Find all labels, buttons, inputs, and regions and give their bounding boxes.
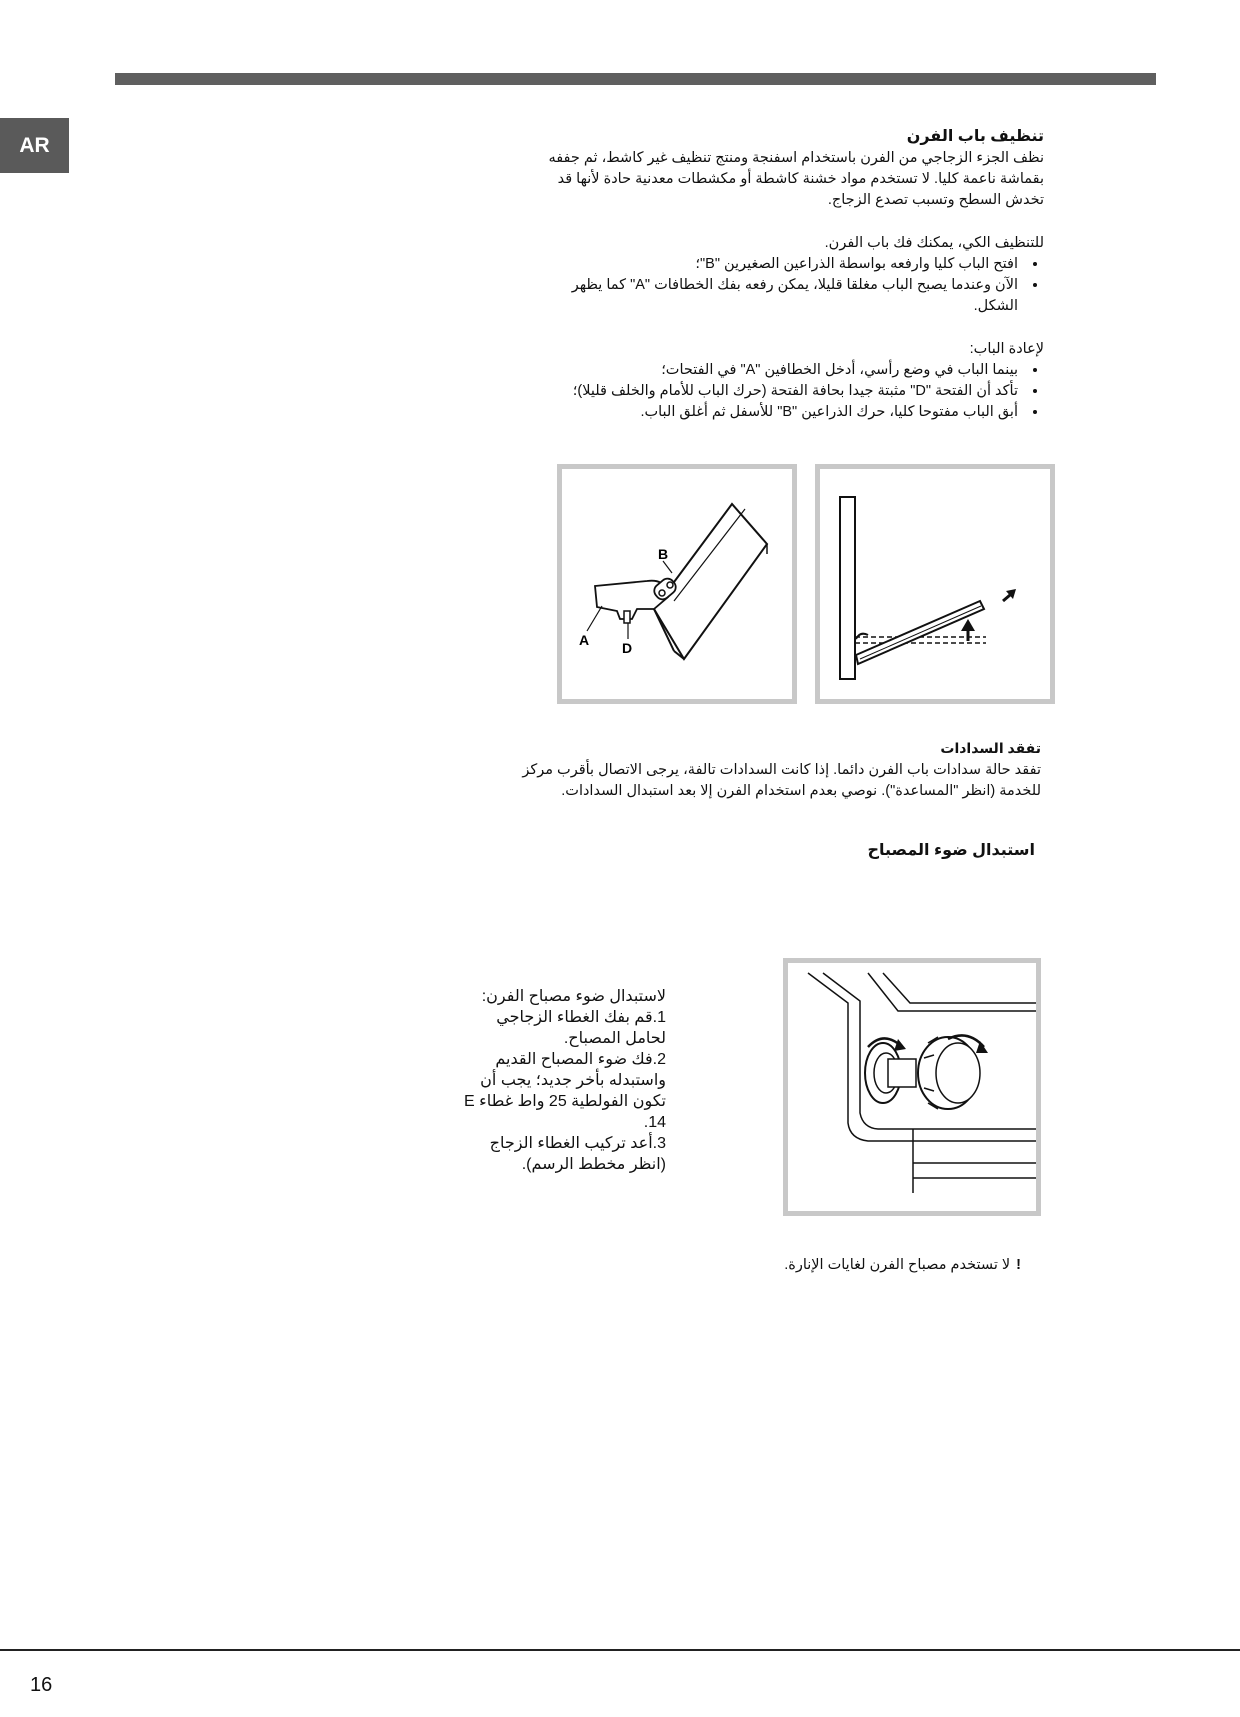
hinge-figure bbox=[557, 464, 797, 704]
bulb-step-2: 2.فك ضوء المصباح القديم واستبدله بأخر جديد؛ يجب أن تكون الفولطية 25 واط غطاء E 14. bbox=[464, 1051, 666, 1131]
list-item: • أبق الباب مفتوحا كليا، حرك الذراعين "B" للأسفل ثم أغلق الباب. bbox=[482, 402, 1022, 423]
bulb-instructions bbox=[454, 986, 666, 1175]
bulb-title: استبدال ضوء المصباح bbox=[867, 842, 1035, 859]
header-rule bbox=[115, 73, 1156, 85]
list-item: • تأكد أن الفتحة "D" مثبتة جيدا بحافة الفتحة (حرك الباب للأمام والخلف قليلا)؛ bbox=[482, 381, 1022, 402]
bulb-illustration bbox=[788, 963, 1036, 1211]
seals-title: تفقد السدادات bbox=[940, 740, 1041, 756]
door-removal-steps bbox=[532, 254, 1044, 317]
list-item: • الآن وعندما يصبح الباب مغلقا قليلا، يمكن رفعه بفك الخطافات "A" كما يظهر الشكل. bbox=[532, 275, 1022, 317]
list-item: • بينما الباب في وضع رأسي، أدخل الخطافين "A" في الفتحات؛ bbox=[482, 360, 1022, 381]
bulb-warning bbox=[501, 1255, 1021, 1276]
door-refit-intro: لإعادة الباب: bbox=[969, 341, 1044, 357]
label-a: A bbox=[579, 632, 590, 648]
door-removal-intro: للتنظيف الكي، يمكنك فك باب الفرن. bbox=[824, 235, 1044, 251]
bulb-step-1: 1.قم بفك الغطاء الزجاجي لحامل المصباح. bbox=[496, 1009, 666, 1047]
bulb-intro: لاستبدال ضوء مصباح الفرن: bbox=[481, 988, 666, 1005]
language-tab: AR bbox=[0, 118, 69, 173]
door-opening-figure bbox=[815, 464, 1055, 704]
hinge-illustration bbox=[562, 469, 792, 699]
label-d: D bbox=[622, 640, 633, 656]
bulb-warning-text: لا تستخدم مصباح الفرن لغايات الإنارة. bbox=[784, 1257, 1011, 1273]
door-refit-steps bbox=[482, 360, 1044, 423]
list-item: • افتح الباب كليا وارفعه بواسطة الذراعين الصغيرين "B"؛ bbox=[532, 254, 1022, 275]
footer-rule bbox=[0, 1649, 1240, 1651]
door-cleaning-intro: نظف الجزء الزجاجي من الفرن باستخدام اسفنجة ومنتج تنظيف غير كاشط، ثم جففه بقماشة ناعمة كليا. لا تستخدم مواد خشنة كاشطة أو مكشطات معدنية حادة لأنها قد تخدش السطح وتسبب تصدع الزجاج. bbox=[548, 150, 1044, 208]
bulb-figure bbox=[783, 958, 1041, 1216]
door-cleaning-title: تنظيف باب الفرن bbox=[906, 128, 1044, 145]
bulb-step-3: 3.أعد تركيب الغطاء الزجاج (انظر مخطط الرسم). bbox=[489, 1135, 666, 1173]
label-b: B bbox=[658, 546, 669, 562]
door-opening-illustration bbox=[820, 469, 1050, 699]
page-number: 16 bbox=[30, 1674, 53, 1696]
seals-text: تفقد حالة سدادات باب الفرن دائما. إذا كانت السدادات تالفة، يرجى الاتصال بأقرب مركز للخدمة (انظر "المساعدة"). نوصي بعدم استخدام الفرن إلا بعد استبدال السدادات. bbox=[522, 762, 1041, 799]
warning-icon: ! bbox=[1016, 1257, 1021, 1273]
